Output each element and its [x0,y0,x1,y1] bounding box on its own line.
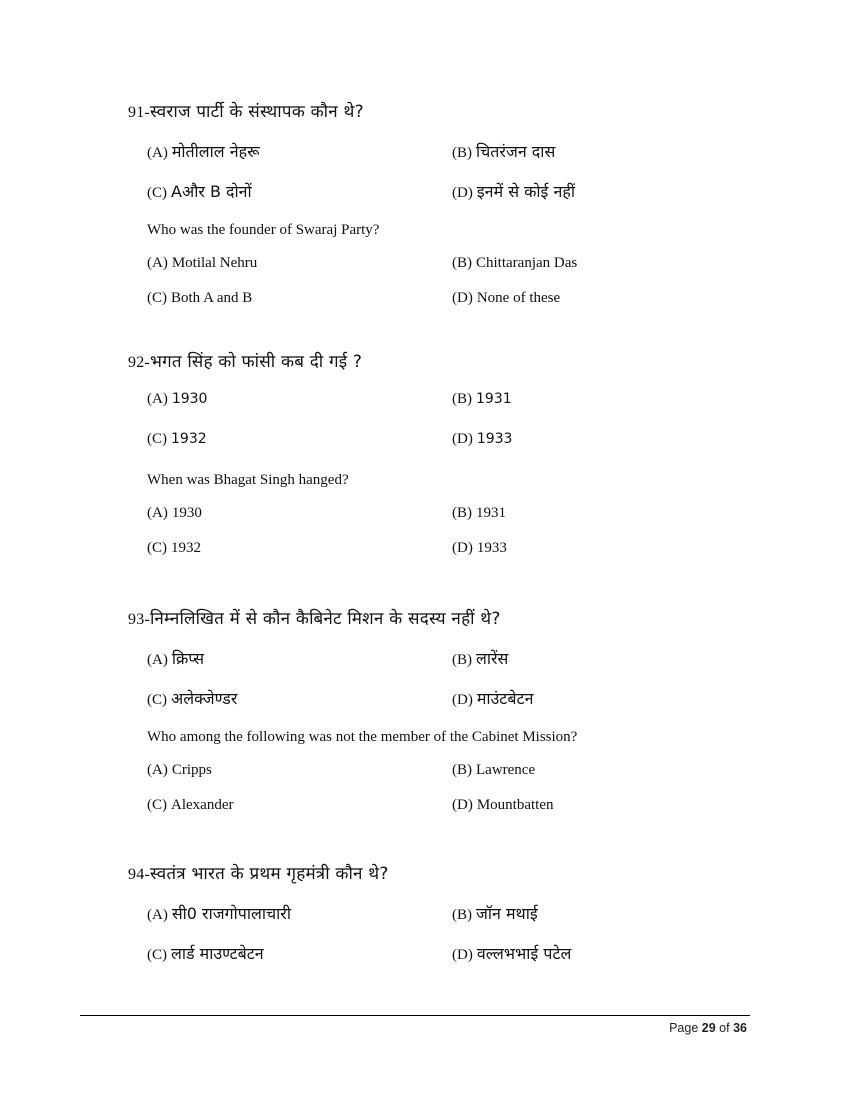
question-english: Who among the following was not the member of the Cabinet Mission? [147,729,578,745]
option-b: (B) चितरंजन दास [452,142,556,161]
option-d: (D) 1933 [452,431,513,447]
option-d: (D) माउंटबेटन [452,689,534,708]
option-b: (B) Chittaranjan Das [452,255,578,271]
english-options [128,254,728,324]
page-number: Page 29 of 36 [669,1021,747,1035]
option-c: (C) Alexander [147,797,234,813]
question-hindi: 93-निम्नलिखित में से कौन कैबिनेट मिशन के सदस्य नहीं थे? [128,609,501,629]
question-english: When was Bhagat Singh hanged? [147,472,349,488]
option-d: (D) 1933 [452,540,507,556]
option-b: (B) लारेंस [452,649,509,668]
hindi-options [128,140,728,220]
hindi-options [128,902,728,982]
option-b: (B) 1931 [452,391,512,407]
option-a: (A) मोतीलाल नेहरू [147,142,260,161]
hindi-options [128,647,728,727]
hindi-options [128,390,728,470]
option-a: (A) Motilal Nehru [147,255,258,271]
question-94 [128,862,728,982]
option-b: (B) 1931 [452,505,506,521]
english-options [128,761,728,831]
option-a: (A) Cripps [147,762,212,778]
option-d: (D) वल्लभभाई पटेल [452,944,572,963]
question-hindi: 94-स्वतंत्र भारत के प्रथम गृहमंत्री कौन थे? [128,864,389,884]
option-a: (A) 1930 [147,391,208,407]
option-c: (C) 1932 [147,540,201,556]
option-d: (D) None of these [452,290,561,306]
option-d: (D) Mountbatten [452,797,554,813]
question-92 [128,350,728,574]
question-91 [128,100,728,324]
option-a: (A) सी0 राजगोपालाचारी [147,904,291,923]
question-english: Who was the founder of Swaraj Party? [147,222,380,238]
question-93 [128,607,728,831]
footer-divider [80,1015,750,1016]
english-options [128,504,728,574]
option-b: (B) Lawrence [452,762,536,778]
option-a: (A) 1930 [147,505,202,521]
question-hindi: 91-स्वराज पार्टी के संस्थापक कौन थे? [128,102,364,122]
option-c: (C) Both A and B [147,290,253,306]
option-a: (A) क्रिप्स [147,649,205,668]
option-c: (C) लार्ड माउण्टबेटन [147,944,264,963]
option-c: (C) Aऔर B दोनों [147,182,252,201]
option-c: (C) 1932 [147,431,207,447]
option-c: (C) अलेक्जेण्डर [147,689,238,708]
option-d: (D) इनमें से कोई नहीं [452,182,576,201]
option-b: (B) जॉन मथाई [452,904,538,923]
question-hindi: 92-भगत सिंह को फांसी कब दी गई ? [128,352,363,372]
